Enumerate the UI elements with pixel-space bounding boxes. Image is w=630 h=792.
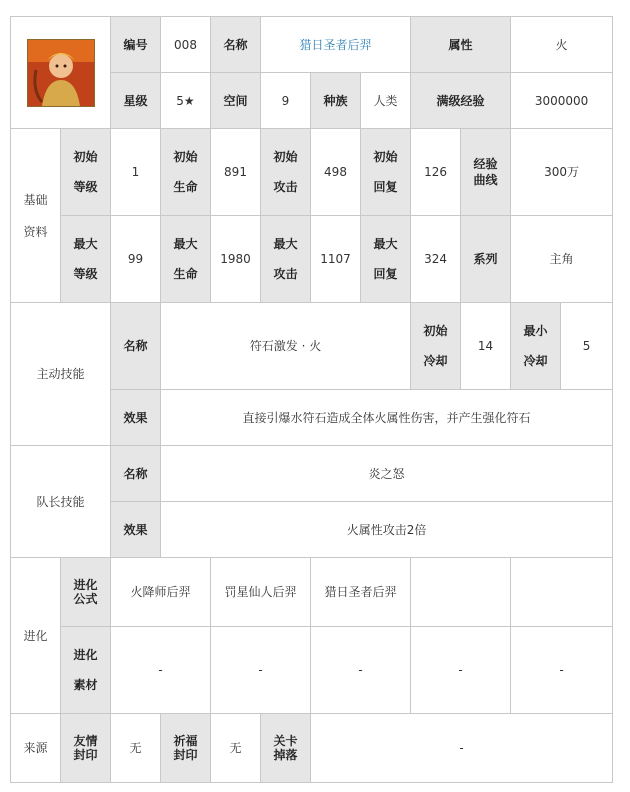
exp-curve-value: 300万 <box>511 129 613 216</box>
max-hp-label: 最大生命 <box>161 216 211 303</box>
friend-seal-value: 无 <box>111 714 161 783</box>
min-cd-label: 最小冷却 <box>511 303 561 390</box>
max-rec-value: 324 <box>411 216 461 303</box>
active-skill-name-value: 符石激发 · 火 <box>161 303 411 390</box>
pray-seal-label: 祈福封印 <box>161 714 211 783</box>
race-label: 种族 <box>311 73 361 129</box>
evolution-step-4 <box>411 558 511 627</box>
init-cd-label: 初始冷却 <box>411 303 461 390</box>
card-name-link[interactable]: 猎日圣者后羿 <box>261 17 411 73</box>
avatar-cell <box>11 17 111 129</box>
evolution-material-5: - <box>511 627 613 714</box>
leader-skill-effect-value: 火属性攻击2倍 <box>161 502 613 558</box>
attr-label: 属性 <box>411 17 511 73</box>
leader-skill-name-value: 炎之怒 <box>161 446 613 502</box>
series-label: 系列 <box>461 216 511 303</box>
evolution-material-4: - <box>411 627 511 714</box>
card-info-table <box>10 16 613 783</box>
pray-seal-value: 无 <box>211 714 261 783</box>
attr-value: 火 <box>511 17 613 73</box>
exp-curve-label: 经验曲线 <box>461 129 511 216</box>
active-skill-section-label: 主动技能 <box>11 303 111 446</box>
leader-skill-effect-label: 效果 <box>111 502 161 558</box>
evolution-section-label: 进化 <box>11 558 61 714</box>
init-hp-label: 初始生命 <box>161 129 211 216</box>
init-cd-value: 14 <box>461 303 511 390</box>
maxexp-label: 满级经验 <box>411 73 511 129</box>
series-value: 主角 <box>511 216 613 303</box>
star-label: 星级 <box>111 73 161 129</box>
max-rec-label: 最大回复 <box>361 216 411 303</box>
friend-seal-label: 友情封印 <box>61 714 111 783</box>
init-hp-value: 891 <box>211 129 261 216</box>
max-level-label: 最大等级 <box>61 216 111 303</box>
init-rec-value: 126 <box>411 129 461 216</box>
max-hp-value: 1980 <box>211 216 261 303</box>
evolution-material-3: - <box>311 627 411 714</box>
race-value: 人类 <box>361 73 411 129</box>
evolution-formula-label: 进化公式 <box>61 558 111 627</box>
init-rec-label: 初始回复 <box>361 129 411 216</box>
max-atk-label: 最大攻击 <box>261 216 311 303</box>
star-value: 5★ <box>161 73 211 129</box>
max-atk-value: 1107 <box>311 216 361 303</box>
id-value: 008 <box>161 17 211 73</box>
min-cd-value: 5 <box>561 303 613 390</box>
evolution-step-1[interactable]: 火降师后羿 <box>111 558 211 627</box>
basic-section-label: 基础 资料 <box>11 129 61 303</box>
active-skill-effect-value: 直接引爆水符石造成全体火属性伤害，并产生强化符石 <box>161 390 613 446</box>
space-value: 9 <box>261 73 311 129</box>
init-atk-label: 初始攻击 <box>261 129 311 216</box>
space-label: 空间 <box>211 73 261 129</box>
init-atk-value: 498 <box>311 129 361 216</box>
leader-skill-section-label: 队长技能 <box>11 446 111 558</box>
evolution-step-2[interactable]: 罚星仙人后羿 <box>211 558 311 627</box>
evolution-step-3[interactable]: 猎日圣者后羿 <box>311 558 411 627</box>
card-avatar <box>27 39 95 107</box>
id-label: 编号 <box>111 17 161 73</box>
stage-drop-label: 关卡掉落 <box>261 714 311 783</box>
evolution-step-5 <box>511 558 613 627</box>
name-label: 名称 <box>211 17 261 73</box>
evolution-material-label: 进化素材 <box>61 627 111 714</box>
evolution-material-1: - <box>111 627 211 714</box>
leader-skill-name-label: 名称 <box>111 446 161 502</box>
init-level-label: 初始等级 <box>61 129 111 216</box>
active-skill-effect-label: 效果 <box>111 390 161 446</box>
evolution-material-2: - <box>211 627 311 714</box>
max-level-value: 99 <box>111 216 161 303</box>
stage-drop-value: - <box>311 714 613 783</box>
source-section-label: 来源 <box>11 714 61 783</box>
maxexp-value: 3000000 <box>511 73 613 129</box>
init-level-value: 1 <box>111 129 161 216</box>
active-skill-name-label: 名称 <box>111 303 161 390</box>
